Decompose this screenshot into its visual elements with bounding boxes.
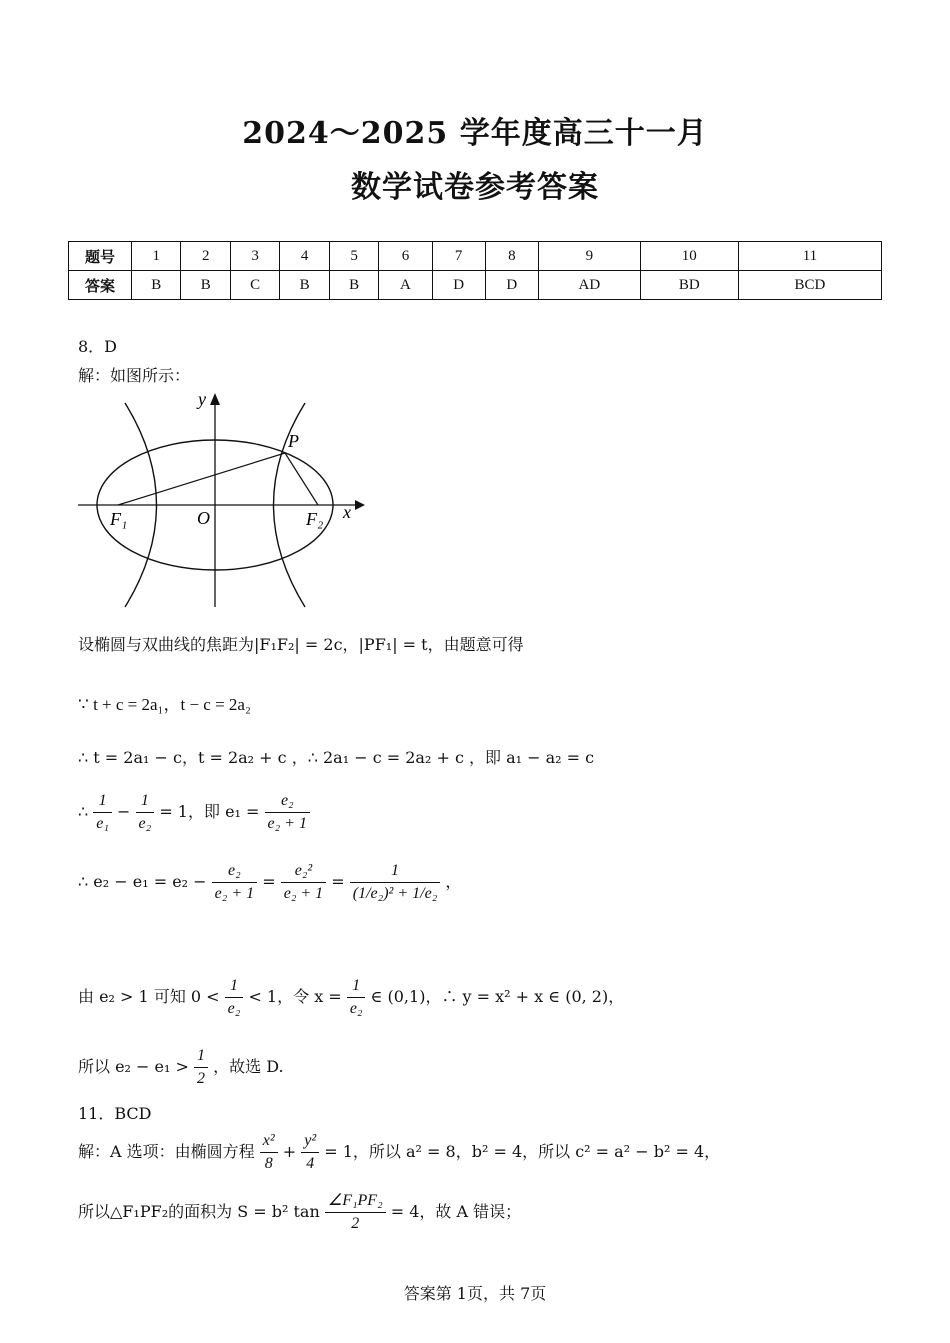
q11-line2 xyxy=(78,1190,521,1235)
table-cell: B xyxy=(132,271,181,300)
page-footer: 答案第 1页，共 7页 xyxy=(403,1284,547,1303)
row-label-answer: 答案 xyxy=(69,271,132,300)
text-span: ， xyxy=(445,872,462,891)
fraction: $\frac{1}{\text{e₂}}$ xyxy=(347,975,366,1020)
table-cell: BD xyxy=(640,271,738,300)
table-cell: A xyxy=(379,271,432,300)
table-cell: 9 xyxy=(538,242,640,271)
fraction: $\frac{\text{x²}}{8}$ xyxy=(260,1130,278,1175)
table-row-numbers xyxy=(69,242,882,271)
q8-line4 xyxy=(78,790,310,835)
minus-sign: − xyxy=(117,802,131,821)
fraction: $\frac{\text{y²}}{4}$ xyxy=(301,1130,319,1175)
table-cell: 11 xyxy=(738,242,881,271)
text-span: 所以 e₂ − e₁ > xyxy=(78,1057,189,1076)
label-x: x xyxy=(343,502,351,522)
table-cell: 8 xyxy=(485,242,538,271)
label-y: y xyxy=(198,389,206,409)
q8-line1: 设椭圆与双曲线的焦距为|F₁F₂| = 2c，|PF₁| = t，由题意可得 xyxy=(78,635,524,654)
text-span: ∈ (0,1)，∴ y = x² + x ∈ (0, 2)， xyxy=(370,987,625,1006)
fraction: $\frac{\text{∠F₁PF₂}}{2}$ xyxy=(325,1190,386,1235)
text-span: < 1，令 x = xyxy=(248,987,342,1006)
table-cell: 10 xyxy=(640,242,738,271)
x-axis-arrow xyxy=(355,500,365,510)
fraction: $\frac{1}{2}$ xyxy=(194,1045,208,1090)
label-o: O xyxy=(197,508,210,528)
table-cell: D xyxy=(485,271,538,300)
text-span: 解：A 选项：由椭圆方程 xyxy=(78,1142,255,1161)
table-cell: B xyxy=(280,271,329,300)
fraction: $\frac{\text{e₂²}}{\text{e₂ + 1}}$ xyxy=(281,860,326,905)
text-span: ∴ e₂ − e₁ = e₂ − xyxy=(78,872,207,891)
y-axis-arrow xyxy=(210,393,220,405)
text-span: 由 e₂ > 1 可知 0 < xyxy=(78,987,220,1006)
text-span: ，故选 D. xyxy=(213,1057,284,1076)
fraction: $\frac{1}{\text{(1/e₂)² + 1/e₂}}$ xyxy=(350,860,440,905)
text-span: = 1，所以 a² = 8，b² = 4，所以 c² = a² − b² = 4， xyxy=(324,1142,721,1161)
text-span: = 4，故 A 错误； xyxy=(390,1202,522,1221)
table-cell: B xyxy=(329,271,378,300)
table-cell: AD xyxy=(538,271,640,300)
row-label-number: 题号 xyxy=(69,242,132,271)
fraction: $\frac{\text{e₂}}{\text{e₂ + 1}}$ xyxy=(265,790,310,835)
plus-sign: + xyxy=(282,1142,297,1161)
text-span: = 1，即 e₁ = xyxy=(159,802,260,821)
therefore-text: ∴ xyxy=(78,802,89,821)
q11-heading: 11．BCD xyxy=(78,1104,152,1123)
page-title-line1: 2024～2025 学年度高三十一月 xyxy=(242,116,708,151)
table-cell: 6 xyxy=(379,242,432,271)
q8-line5 xyxy=(78,860,461,905)
fraction: $\frac{1}{\text{e₂}}$ xyxy=(136,790,155,835)
page-title-line2: 数学试卷参考答案 xyxy=(351,170,599,205)
table-cell: B xyxy=(181,271,230,300)
table-cell: 4 xyxy=(280,242,329,271)
q8-line3: ∴ t = 2a₁ − c，t = 2a₂ + c ，∴ 2a₁ − c = 2a₂ + c ，即 a₁ − a₂ = c xyxy=(78,748,595,767)
equals-sign: = xyxy=(331,872,345,891)
q8-line2: ∵ t + c = 2a₁，t − c = 2a₂ xyxy=(78,695,251,714)
table-cell: 3 xyxy=(230,242,279,271)
table-cell: 7 xyxy=(432,242,485,271)
table-cell: D xyxy=(432,271,485,300)
table-cell: C xyxy=(230,271,279,300)
table-cell: 1 xyxy=(132,242,181,271)
fraction: $\frac{\text{e₂}}{\text{e₂ + 1}}$ xyxy=(212,860,257,905)
ellipse-hyperbola-figure xyxy=(70,385,370,615)
label-p: P xyxy=(288,431,299,451)
table-cell: BCD xyxy=(738,271,881,300)
q8-intro: 解：如图所示： xyxy=(78,366,191,385)
segment-pf1 xyxy=(118,453,285,505)
q11-line1 xyxy=(78,1130,720,1175)
table-cell: 2 xyxy=(181,242,230,271)
label-f2: F₂ xyxy=(306,509,324,529)
q8-heading: 8．D xyxy=(78,337,118,356)
fraction: $\frac{1}{\text{e₂}}$ xyxy=(225,975,244,1020)
text-span: 所以△F₁PF₂的面积为 S = b² tan xyxy=(78,1202,320,1221)
label-f1: F₁ xyxy=(110,509,128,529)
answer-table xyxy=(68,241,882,300)
table-cell: 5 xyxy=(329,242,378,271)
table-row-answers xyxy=(69,271,882,300)
fraction: $\frac{1}{\text{e₁}}$ xyxy=(93,790,112,835)
q8-line6 xyxy=(78,975,624,1020)
q8-line7 xyxy=(78,1045,284,1090)
equals-sign: = xyxy=(262,872,276,891)
